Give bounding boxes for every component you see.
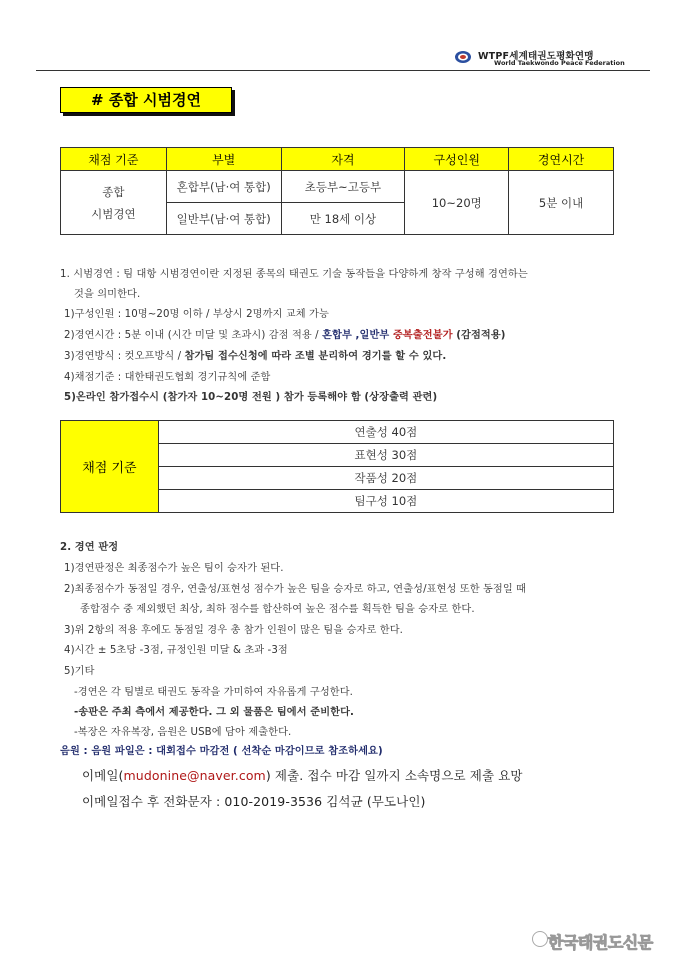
table-row — [61, 171, 614, 203]
score-team: 팀구성 10점 — [158, 490, 613, 513]
rule-scoring: 4)채점기준 : 대한태권도협회 경기규칙에 준함 — [64, 372, 271, 383]
header-members: 구성인원 — [405, 148, 509, 171]
rule-method: 3)경연방식 : 컷오프방식 / 참가팀 접수신청에 따라 조별 분리하여 경기를 할 수 있다. — [64, 351, 447, 362]
score-direction: 연출성 40점 — [158, 421, 613, 444]
contact-email-line: 이메일(mudonine@naver.com) 제출. 접수 마감 일까지 소속명으로 제출 요망 — [82, 768, 523, 783]
event-category-cell — [61, 171, 167, 235]
header-divider — [36, 70, 650, 71]
members-cell: 10~20명 — [405, 171, 509, 235]
contact-email-link[interactable]: mudonine@naver.com — [123, 768, 266, 783]
rule-1a: 1. 시범경연 : 팀 대항 시범경연이란 지정된 종목의 태권도 기술 동작들을 다양하게 창작 구성해 경연하는 — [60, 269, 528, 280]
judgment-3: 3)위 2항의 적용 후에도 동점일 경우 총 참가 인원이 많은 팀을 승자로 한다. — [64, 625, 403, 636]
header-criteria: 채점 기준 — [61, 148, 167, 171]
rule-time-duplicate-warning: 중복출전불가 — [392, 330, 453, 341]
judgment-2b: 종합점수 중 제외했던 최상, 최하 점수를 합산하여 높은 점수를 획득한 팀을 승자로 한다. — [80, 604, 475, 615]
judgment-4: 4)시간 ± 5초당 -3점, 규정인원 미달 & 초과 -3점 — [64, 645, 288, 656]
rule-time-division-note: 혼합부 ,일반부 — [322, 330, 393, 341]
contact-phone-line: 이메일접수 후 전화문자 : 010-2019-3536 김석균 (무도나인) — [82, 794, 426, 809]
qualification-general: 만 18세 이상 — [281, 203, 405, 235]
division-general: 일반부(남·여 통합) — [166, 203, 281, 235]
time-cell: 5분 이내 — [509, 171, 614, 235]
rule-online-registration: 5)온라인 참가접수시 (참가자 10~20명 전원 ) 참가 등록해야 함 (상장출력 관련) — [64, 392, 438, 403]
judgment-5: 5)기타 — [64, 666, 95, 677]
etc-1: -경연은 각 팀별로 태권도 동작을 가미하여 자유롭게 구성한다. — [74, 687, 354, 698]
rule-1b: 것을 의미한다. — [74, 289, 141, 300]
etc-2: -송판은 주최 측에서 제공한다. 그 외 물품은 팀에서 준비한다. — [74, 707, 355, 718]
scoring-label: 채점 기준 — [61, 421, 159, 513]
header-qualification: 자격 — [281, 148, 405, 171]
globe-emblem-icon — [454, 50, 472, 64]
header-division: 부별 — [166, 148, 281, 171]
score-artistry: 작품성 20점 — [158, 467, 613, 490]
judgment-1: 1)경연판정은 최종점수가 높은 팀이 승자가 된다. — [64, 563, 284, 574]
music-notice: 음원 : 음원 파일은 : 대회접수 마감전 ( 선착순 마감이므로 참조하세요) — [60, 746, 383, 757]
rule-members: 1)구성인원 : 10명~20명 이하 / 부상시 2명까지 교체 가능 — [64, 309, 329, 320]
rule-time: 2)경연시간 : 5분 이내 (시간 미달 및 초과시) 감점 적용 / 혼합부 ,일반부 중복출전불가 (감점적용) — [64, 330, 506, 341]
document-header — [454, 48, 654, 70]
event-info-table — [60, 147, 614, 235]
rule-method-bold: 참가팀 접수신청에 따라 조별 분리하여 경기를 할 수 있다. — [184, 351, 447, 362]
score-expression: 표현성 30점 — [158, 444, 613, 467]
watermark: 한국태권도신문 — [548, 933, 653, 952]
judgment-2a: 2)최종점수가 동점일 경우, 연출성/표현성 점수가 높은 팀을 승자로 하고, 연출성/표현성 또한 동점일 때 — [64, 584, 527, 595]
judgment-heading: 2. 경연 판정 — [60, 542, 119, 553]
event-category-line1: 종합 — [102, 184, 125, 199]
etc-3: -복장은 자유복장, 음원은 USB에 담아 제출한다. — [74, 727, 292, 738]
division-mixed: 혼합부(남·여 통합) — [166, 171, 281, 203]
qualification-mixed: 초등부~고등부 — [281, 171, 405, 203]
watermark-logo-icon — [532, 931, 548, 947]
table-row — [61, 421, 614, 444]
header-time: 경연시간 — [509, 148, 614, 171]
org-name-korean: WTPF세계태권도평화연맹 — [478, 51, 594, 62]
org-name-english: World Taekwondo Peace Federation — [494, 59, 625, 67]
section-title: # 종합 시범경연 — [60, 87, 232, 113]
event-category-line2: 시범경연 — [91, 206, 136, 221]
table-header-row — [61, 148, 614, 171]
scoring-table — [60, 420, 614, 513]
